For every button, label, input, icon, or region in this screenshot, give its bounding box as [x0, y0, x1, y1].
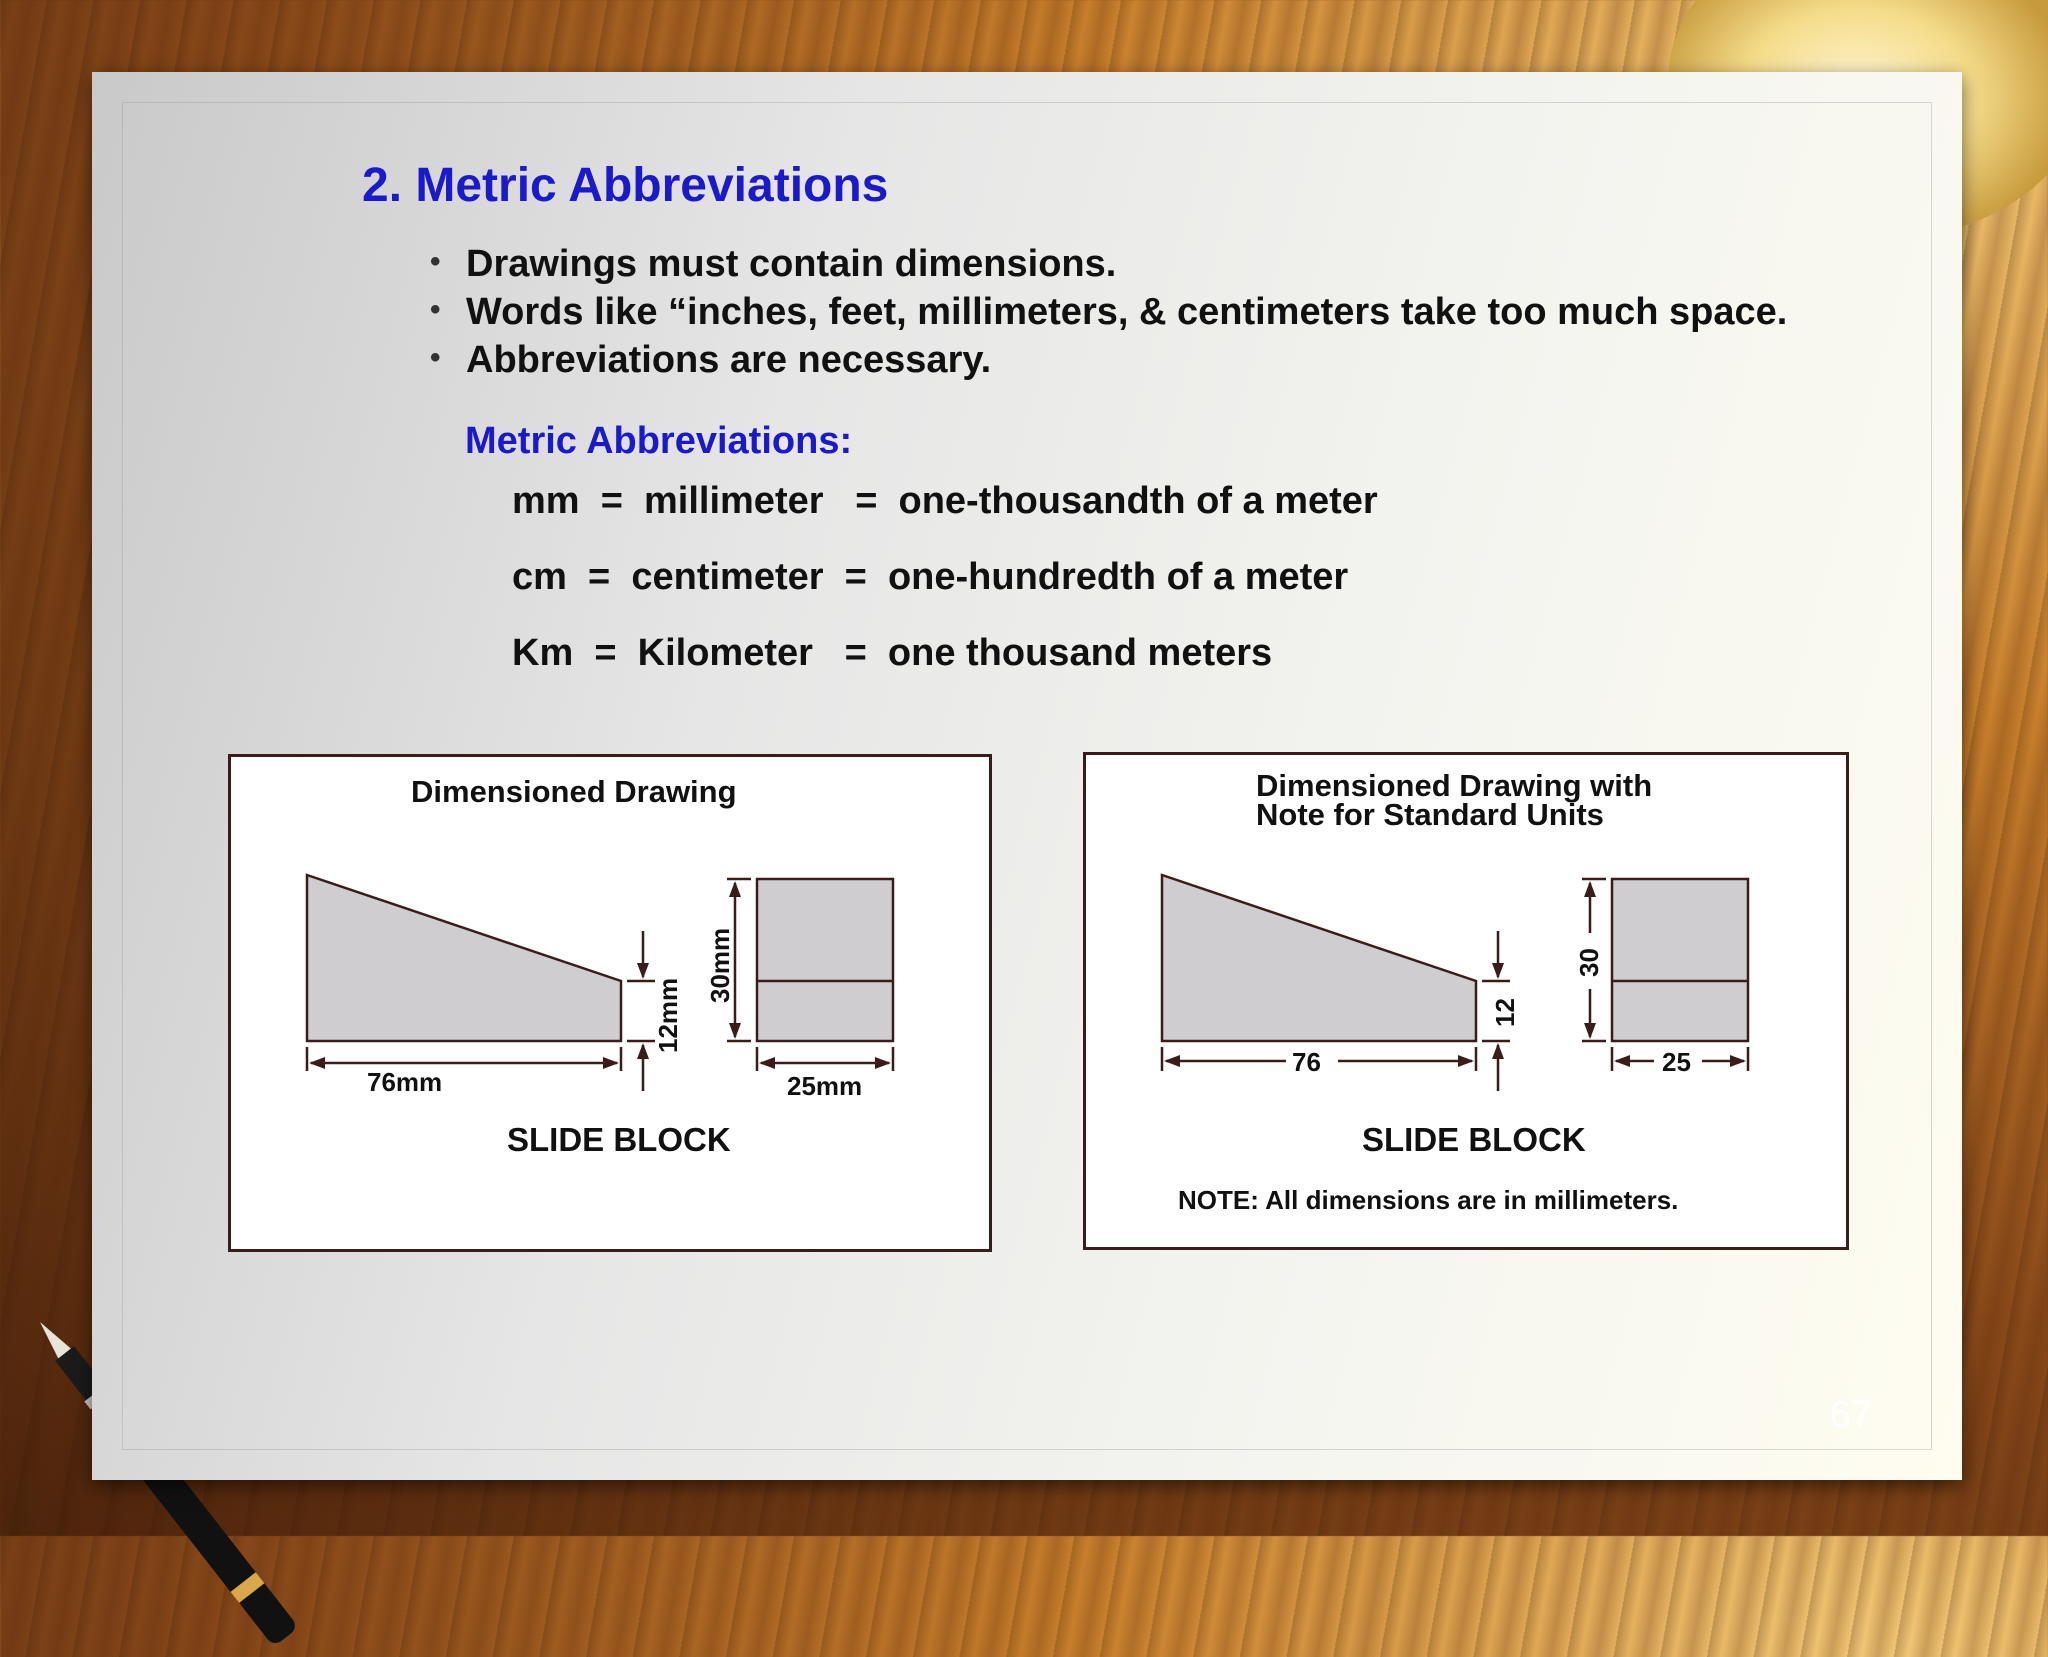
- slide-block-drawing: [231, 757, 995, 1255]
- bullet-list: [430, 240, 1787, 384]
- abbreviations-heading: Metric Abbreviations:: [465, 420, 853, 462]
- abbreviation-row-km: Km = Kilometer = one thousand meters: [512, 632, 1273, 674]
- slide-title: 2. Metric Abbreviations: [362, 159, 889, 212]
- figure-caption: SLIDE BLOCK: [1362, 1121, 1586, 1158]
- bullet-item: • Abbreviations are necessary.: [430, 336, 1787, 384]
- units-note: NOTE: All dimensions are in millimeters.: [1178, 1185, 1679, 1215]
- abbreviation-row-mm: mm = millimeter = one-thousandth of a meter: [512, 480, 1378, 522]
- bullet-item: • Drawings must contain dimensions.: [430, 240, 1787, 288]
- side-view-shape: [1162, 875, 1476, 1041]
- page-number: 67: [1829, 1394, 1872, 1436]
- length-dimension-label: 76: [1292, 1047, 1321, 1077]
- width-dimension-label: 25: [1662, 1047, 1691, 1077]
- end-view-shape: [757, 879, 893, 1041]
- end-height-dimension-label: 12: [1490, 998, 1520, 1027]
- side-view-shape: [307, 875, 621, 1041]
- figure-caption: SLIDE BLOCK: [507, 1121, 731, 1158]
- height-dimension-label: 30mm: [705, 927, 735, 1003]
- dimensioned-drawing-figure: [228, 754, 992, 1252]
- dimensioned-drawing-with-note-figure: [1083, 752, 1849, 1250]
- bullet-item: • Words like “inches, feet, millimeters, & centimeters take too much space.: [430, 288, 1787, 336]
- length-dimension-label: 76mm: [367, 1067, 443, 1097]
- end-view-shape: [1612, 879, 1748, 1041]
- figure-title: Dimensioned Drawing: [411, 774, 737, 809]
- width-dimension-label: 25mm: [787, 1071, 863, 1101]
- end-height-dimension-label: 12mm: [653, 977, 683, 1053]
- figure-title: Dimensioned Drawing with Note for Standard Units: [1256, 768, 1653, 832]
- height-dimension-label: 30: [1574, 948, 1604, 977]
- abbreviation-row-cm: cm = centimeter = one-hundredth of a meter: [512, 556, 1349, 598]
